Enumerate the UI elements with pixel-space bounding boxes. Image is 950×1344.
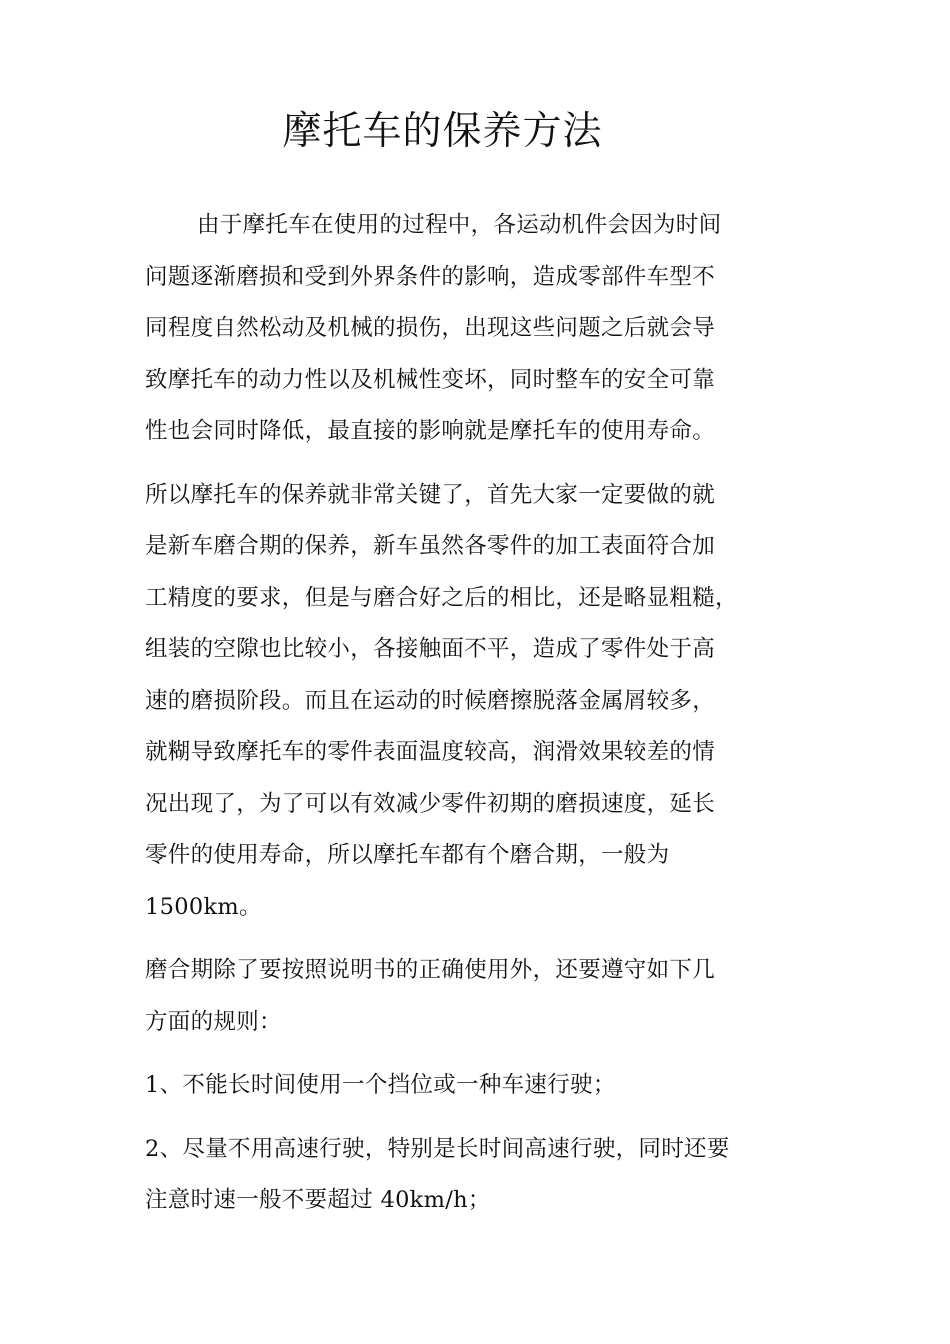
text-line: 2、尽量不用高速行驶，特别是长时间高速行驶，同时还要 <box>145 1135 730 1162</box>
document-title: 摩托车的保养方法 <box>282 109 603 154</box>
paragraph-rules-intro <box>145 945 845 1048</box>
text-line: 工精度的要求，但是与磨合好之后的相比，还是略显粗糙， <box>145 584 738 611</box>
rule-item-2 <box>145 1124 845 1227</box>
text-line: 况出现了，为了可以有效减少零件初期的磨损速度，延长 <box>145 790 716 817</box>
text-line: 组装的空隙也比较小，各接触面不平，造成了零件处于高 <box>145 636 716 662</box>
text-line: 性也会同时降低，最直接的影响就是摩托车的使用寿命。 <box>145 418 716 444</box>
paragraph-gap <box>145 1112 845 1124</box>
rule-item-1 <box>145 1060 845 1112</box>
paragraph-gap <box>145 458 845 470</box>
text-line: 1、不能长时间使用一个挡位或一种车速行驶； <box>145 1072 616 1098</box>
paragraph-break-in <box>145 470 845 934</box>
paragraph-gap <box>145 933 845 945</box>
text-line: 同程度自然松动及机械的损伤，出现这些问题之后就会导 <box>145 315 716 341</box>
text-line: 1500km。 <box>145 893 262 920</box>
text-line: 零件的使用寿命，所以摩托车都有个磨合期，一般为 <box>145 842 670 868</box>
paragraph-gap <box>145 1048 845 1060</box>
text-line: 方面的规则： <box>145 1008 282 1035</box>
text-line: 速的磨损阶段。而且在运动的时候磨擦脱落金属屑较多， <box>145 687 716 714</box>
text-line: 注意时速一般不要超过 40km/h； <box>145 1187 491 1213</box>
text-line: 磨合期除了要按照说明书的正确使用外，还要遵守如下几 <box>145 957 716 983</box>
document-body <box>145 200 845 1227</box>
text-line: 问题逐渐磨损和受到外界条件的影响，造成零部件车型不 <box>145 263 716 290</box>
text-line: 所以摩托车的保养就非常关键了，首先大家一定要做的就 <box>145 481 716 508</box>
text-line: 由于摩托车在使用的过程中，各运动机件会因为时间 <box>197 212 722 238</box>
text-line: 是新车磨合期的保养，新车虽然各零件的加工表面符合加 <box>145 533 716 559</box>
text-line: 就糊导致摩托车的零件表面温度较高，润滑效果较差的情 <box>145 739 716 765</box>
paragraph-intro <box>145 200 845 458</box>
text-line: 致摩托车的动力性以及机械性变坏，同时整车的安全可靠 <box>145 366 716 393</box>
